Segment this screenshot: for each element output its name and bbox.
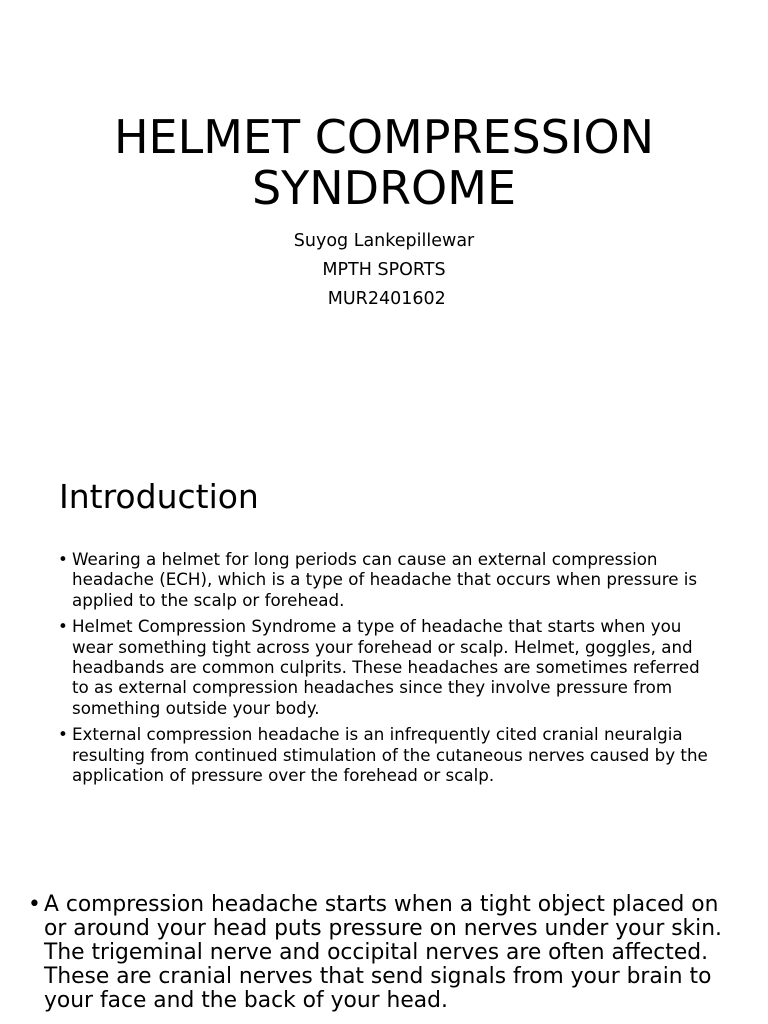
bullet-text: A compression headache starts when a tight object placed on or around your head puts pressure on nerves under your skin. The trigeminal nerve and occipital nerves are often affected. These are cranial nerves that send signals from your brain to your face and the back of your head. bbox=[44, 892, 722, 1013]
list-item bbox=[58, 549, 718, 610]
author-name: Suyog Lankepillewar bbox=[293, 231, 475, 251]
introduction-slide bbox=[0, 420, 768, 840]
slide-heading: Introduction bbox=[59, 477, 259, 516]
list-item bbox=[58, 724, 718, 785]
slide-subtitle bbox=[180, 227, 588, 314]
bullet-icon: • bbox=[58, 724, 68, 745]
bullet-text: Wearing a helmet for long periods can cause an external compression headache (ECH), which is a type of headache that occurs when pressure is applied to the scalp or forehead. bbox=[72, 549, 698, 610]
bullet-text: External compression headache is an infrequently cited cranial neuralgia resulting from continued stimulation of the cutaneous nerves caused by the application of pressure over the forehead or scalp. bbox=[72, 724, 708, 786]
content-slide bbox=[0, 840, 768, 1024]
registration-number: MUR2401602 bbox=[322, 289, 446, 309]
bullet-icon: • bbox=[58, 549, 68, 569]
list-item bbox=[28, 893, 728, 1013]
bullet-list bbox=[28, 893, 728, 1013]
slide-title: HELMET COMPRESSION SYNDROME bbox=[113, 110, 655, 215]
bullet-text: Helmet Compression Syndrome a type of headache that starts when you wear something tight across your forehead or scalp. Helmet, goggles, and headbands are common culprits. These headaches are sometimes referred to as external compression headaches since they involve pressure from something outside your body. bbox=[72, 616, 700, 718]
list-item bbox=[58, 616, 718, 718]
program-name: MPTH SPORTS bbox=[322, 260, 446, 280]
bullet-icon: • bbox=[58, 616, 68, 637]
bullet-icon: • bbox=[28, 892, 41, 917]
title-slide bbox=[0, 0, 768, 420]
bullet-list bbox=[58, 549, 718, 791]
